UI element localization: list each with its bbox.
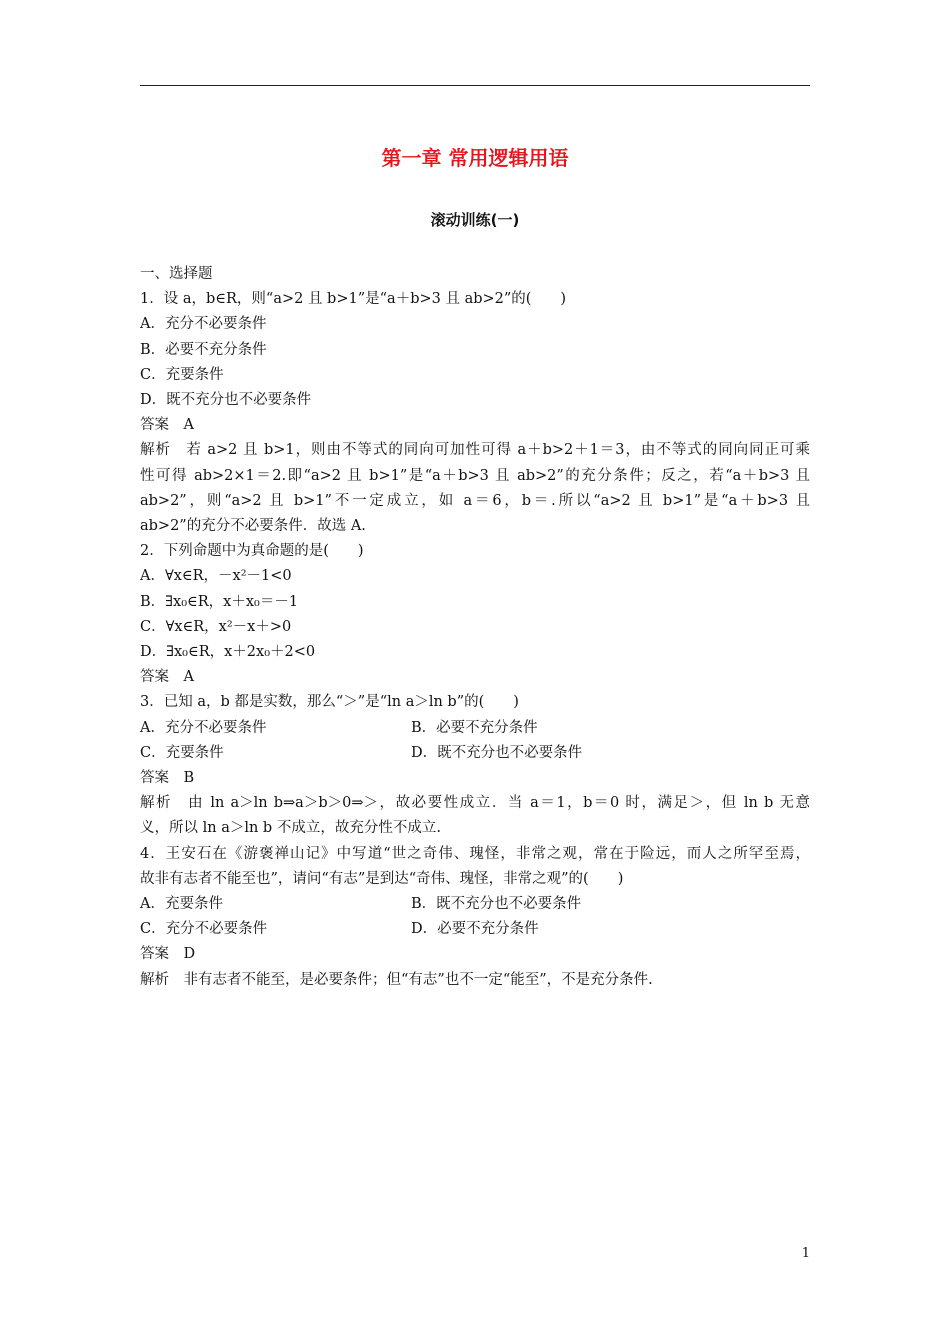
chapter-title: 第一章 常用逻辑用语 <box>381 146 569 170</box>
question-3-analysis-line: 解析 由 ln a＞ln b⇒a＞b＞0⇒＞，故必要性成立．当 a＝1，b＝0 时，满足＞，但 ln b 无意 <box>140 795 810 812</box>
question-1-analysis-line: ab>2”的充分不必要条件．故选 A. <box>140 518 366 535</box>
question-4-answer: 答案 D <box>140 946 196 963</box>
question-3-option-d: D．既不充分也不必要条件 <box>411 744 583 761</box>
question-1-analysis-line: 性可得 ab>2×1＝2.即“a>2 且 b>1”是“a＋b>3 且 ab>2”的充分条件；反之，若“a＋b>3 且 <box>140 467 810 484</box>
question-3-option-c: C．充要条件 <box>140 744 224 761</box>
question-3-option-b: B．必要不充分条件 <box>411 719 538 736</box>
question-1-option-d: D．既不充分也不必要条件 <box>140 392 312 409</box>
question-1-option-c: C．充要条件 <box>140 366 224 383</box>
section-heading: 一、选择题 <box>140 266 213 282</box>
question-2-answer: 答案 A <box>140 669 194 686</box>
question-3-options-row <box>140 716 810 741</box>
question-4-option-b: B．既不充分也不必要条件 <box>411 896 582 913</box>
section-title: 滚动训练(一) <box>430 211 520 229</box>
question-4-stem-line: 4．王安石在《游褒禅山记》中写道“世之奇伟、瑰怪，非常之观，常在于险远，而人之所罕至焉， <box>140 845 810 862</box>
question-2-option-a: A．∀x∈R，－x²－1<0 <box>140 568 292 585</box>
question-1-analysis-line: 解析 若 a>2 且 b>1，则由不等式的同向可加性可得 a＋b>2＋1＝3，由不等式的同向同正可乘 <box>140 442 810 459</box>
question-3-option-a: A．充分不必要条件 <box>140 719 267 736</box>
document-body <box>140 262 810 993</box>
question-3-options-row <box>140 741 810 766</box>
question-2-option-d: D．∃x₀∈R，x＋2x₀＋2<0 <box>140 644 316 661</box>
question-4-options-row <box>140 892 810 917</box>
question-2-option-c: C．∀x∈R，x²－x＋>0 <box>140 618 292 635</box>
question-1-answer: 答案 A <box>140 417 194 434</box>
question-1-stem: 1．设 a，b∈R，则“a>2 且 b>1”是“a＋b>3 且 ab>2”的( ) <box>140 291 567 308</box>
question-4-analysis-line: 解析 非有志者不能至，是必要条件；但“有志”也不一定“能至”，不是充分条件. <box>140 971 653 988</box>
question-4-stem-line: 故非有志者不能至也”，请问“有志”是到达“奇伟、瑰怪，非常之观”的( ) <box>140 870 624 887</box>
question-4-options-row <box>140 917 810 942</box>
question-3-answer: 答案 B <box>140 770 195 787</box>
question-2-option-b: B．∃x₀∈R，x＋x₀＝－1 <box>140 593 299 610</box>
question-1-analysis-line: ab>2”，则“a>2 且 b>1”不一定成立，如 a＝6，b＝.所以“a>2 且 b>1”是“a＋b>3 且 <box>140 492 810 509</box>
page-number: 1 <box>801 1246 810 1261</box>
question-3-stem: 3．已知 a，b 都是实数，那么“＞”是“ln a＞ln b”的( ) <box>140 694 519 711</box>
question-3-analysis-line: 义，所以 ln a＞ln b 不成立，故充分性不成立. <box>140 820 441 837</box>
question-4-option-d: D．必要不充分条件 <box>411 921 539 938</box>
question-4-option-a: A．充要条件 <box>140 896 223 913</box>
header-rule <box>140 85 810 86</box>
question-1-option-b: B．必要不充分条件 <box>140 341 267 358</box>
question-2-stem: 2．下列命题中为真命题的是( ) <box>140 543 364 560</box>
question-4-option-c: C．充分不必要条件 <box>140 921 268 938</box>
question-1-option-a: A．充分不必要条件 <box>140 316 267 333</box>
